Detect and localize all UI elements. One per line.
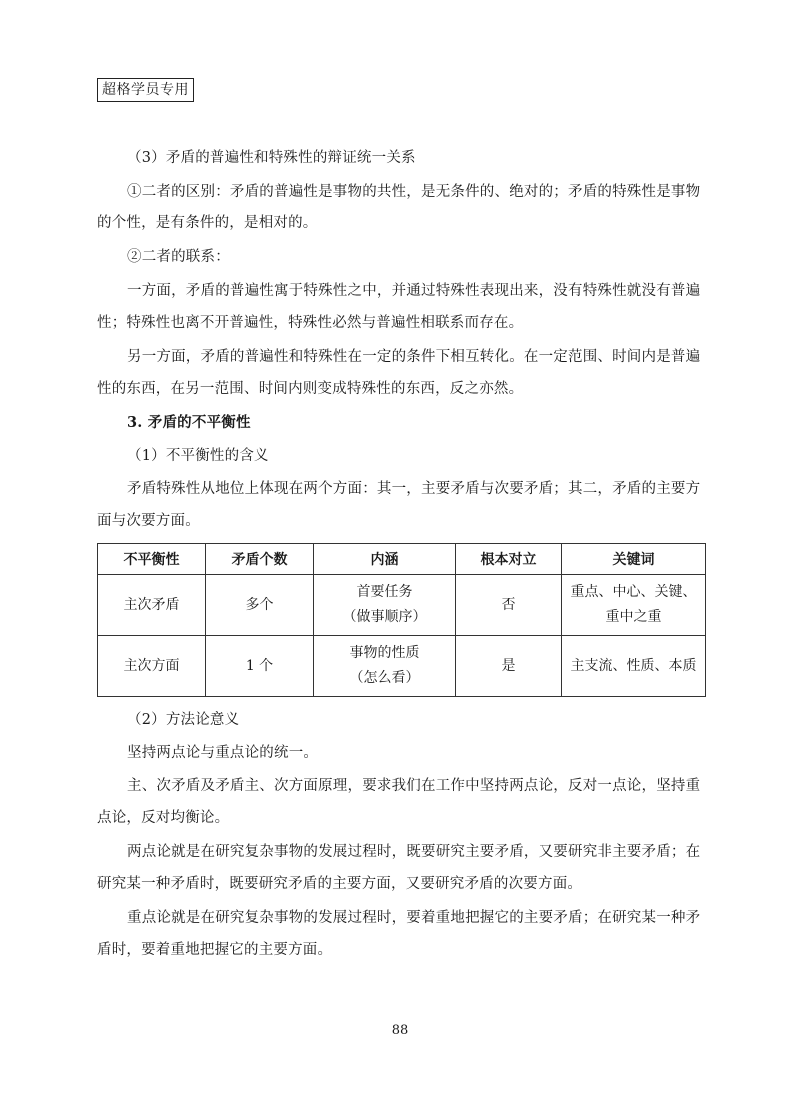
table-header: 不平衡性 xyxy=(98,544,206,575)
student-exclusive-stamp: 超格学员专用 xyxy=(97,78,194,102)
paragraph-unity: 坚持两点论与重点论的统一。 xyxy=(127,745,319,761)
table-row xyxy=(98,575,706,636)
paragraph-two-point-line1: 两点论就是在研究复杂事物的发展过程时，既要研究主要矛盾，又要研究非主要矛盾；在 xyxy=(127,844,701,860)
cell-line: 首要任务 xyxy=(356,584,413,600)
cell-line: （怎么看） xyxy=(349,670,420,686)
paragraph-particularity-line2: 面与次要方面。 xyxy=(97,513,200,529)
paragraph-difference-line1: ①二者的区别：矛盾的普遍性是事物的共性，是无条件的、绝对的；矛盾的特殊性是事物 xyxy=(127,184,701,200)
paragraph-principle-line1: 主、次矛盾及矛盾主、次方面原理，要求我们在工作中坚持两点论，反对一点论，坚持重 xyxy=(127,778,701,794)
paragraph-two-point-line2: 研究某一种矛盾时，既要研究矛盾的主要方面，又要研究矛盾的次要方面。 xyxy=(97,876,583,892)
paragraph-principle-line2: 点论，反对均衡论。 xyxy=(97,810,230,826)
paragraph-other-hand-line2: 性的东西，在另一范围、时间内则变成特殊性的东西，反之亦然。 xyxy=(97,381,524,397)
paragraph-other-hand-line1: 另一方面，矛盾的普遍性和特殊性在一定的条件下相互转化。在一定范围、时间内是普遍 xyxy=(127,349,701,365)
section-heading-3: 3. 矛盾的不平衡性 xyxy=(127,414,251,431)
table-row xyxy=(98,636,706,697)
subsection-heading-1: （1）不平衡性的含义 xyxy=(127,448,269,464)
paragraph-one-hand-line2: 性；特殊性也离不开普遍性，特殊性必然与普遍性相联系而存在。 xyxy=(97,315,524,331)
table-cell: 1 个 xyxy=(206,636,314,697)
table-header-row xyxy=(98,544,706,575)
table-header: 内涵 xyxy=(314,544,456,575)
paragraph-connection-heading: ②二者的联系： xyxy=(127,249,230,265)
table-cell: 主次矛盾 xyxy=(98,575,206,636)
table-cell xyxy=(314,575,456,636)
table-cell xyxy=(562,575,706,636)
paragraph-key-point-line1: 重点论就是在研究复杂事物的发展过程时，要着重地把握它的主要矛盾；在研究某一种矛 xyxy=(127,910,701,926)
table-header: 关键词 xyxy=(562,544,706,575)
cell-line: 重中之重 xyxy=(605,609,662,625)
imbalance-table xyxy=(97,543,706,697)
table-cell: 否 xyxy=(456,575,562,636)
cell-line: （做事顺序） xyxy=(342,609,427,625)
table-header: 矛盾个数 xyxy=(206,544,314,575)
paragraph-key-point-line2: 盾时，要着重地把握它的主要方面。 xyxy=(97,942,333,958)
paragraph-particularity-line1: 矛盾特殊性从地位上体现在两个方面：其一，主要矛盾与次要矛盾；其二，矛盾的主要方 xyxy=(127,481,701,497)
paragraph-difference-line2: 的个性，是有条件的，是相对的。 xyxy=(97,215,318,231)
table-cell: 主支流、性质、本质 xyxy=(562,636,706,697)
subsection-heading-2: （2）方法论意义 xyxy=(127,712,240,728)
table-cell: 多个 xyxy=(206,575,314,636)
table-cell xyxy=(314,636,456,697)
table-cell: 主次方面 xyxy=(98,636,206,697)
page-number: 88 xyxy=(391,1023,409,1038)
table-cell: 是 xyxy=(456,636,562,697)
paragraph-one-hand-line1: 一方面，矛盾的普遍性寓于特殊性之中，并通过特殊性表现出来，没有特殊性就没有普遍 xyxy=(127,283,701,299)
cell-line: 事物的性质 xyxy=(349,645,420,661)
cell-line: 重点、中心、关键、 xyxy=(570,584,697,600)
subsection-heading-3: （3）矛盾的普遍性和特殊性的辩证统一关系 xyxy=(127,150,416,166)
table-header: 根本对立 xyxy=(456,544,562,575)
